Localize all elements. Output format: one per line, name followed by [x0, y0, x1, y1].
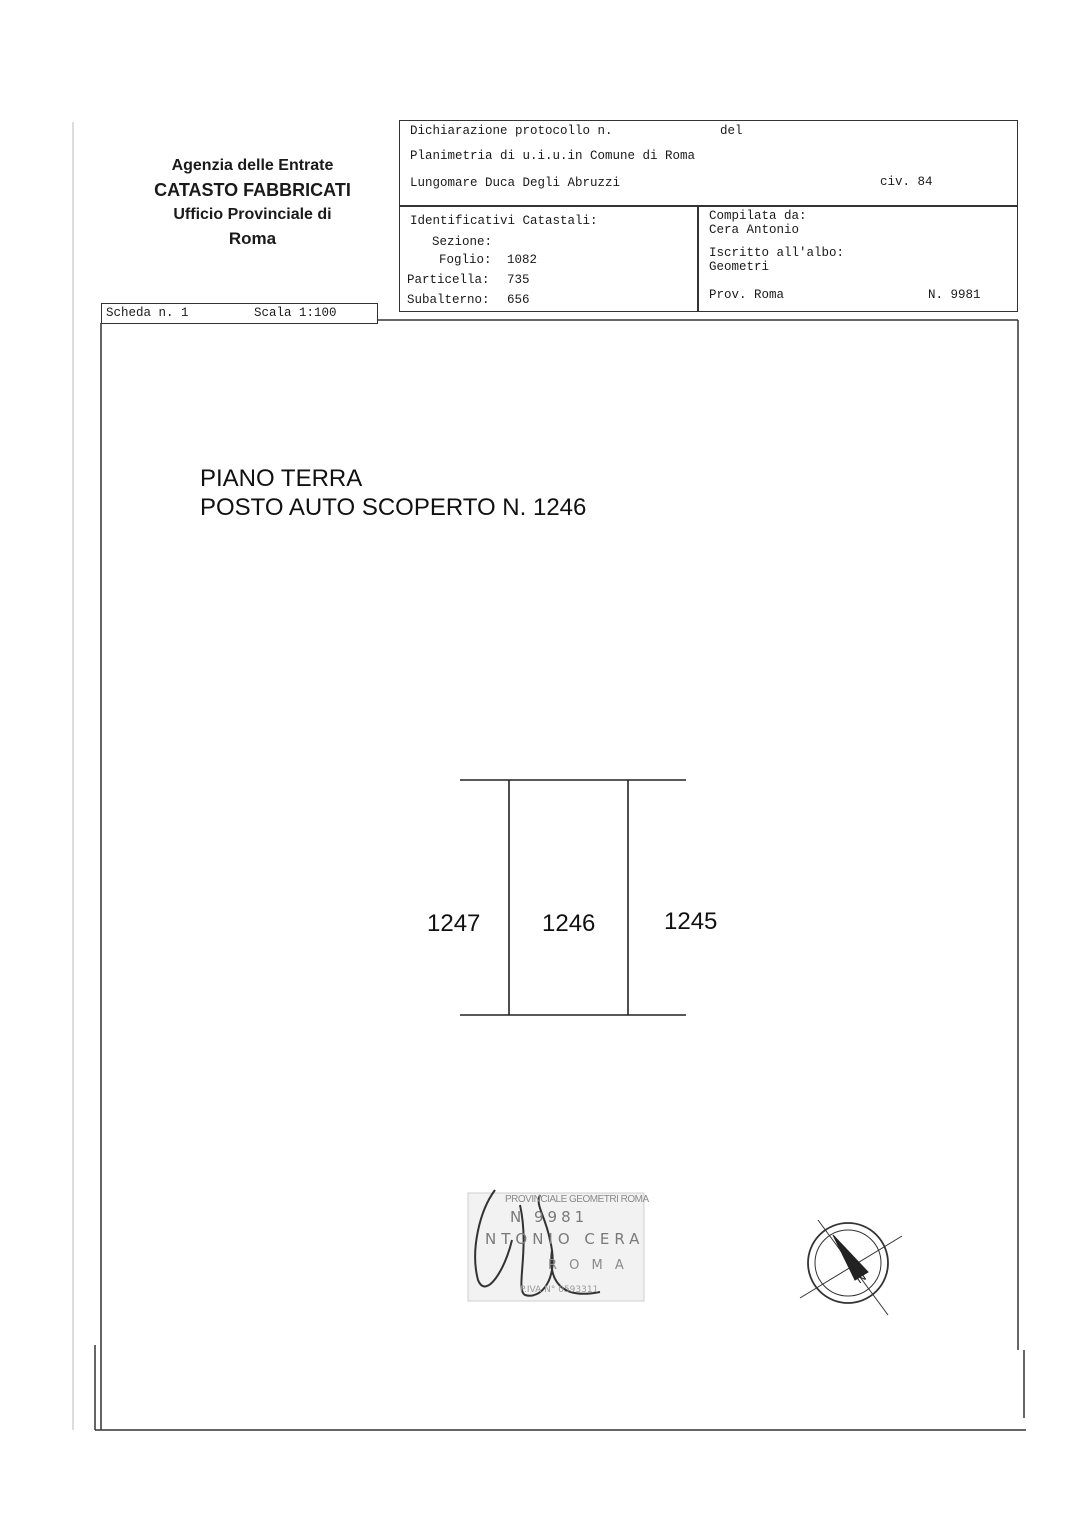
space-label-right: 1245 [664, 908, 718, 935]
planimetria-text: Planimetria di u.i.u.in Comune di Roma [410, 149, 696, 163]
albo-label: Iscritto all'albo: [709, 246, 845, 260]
prov-text: Prov. Roma [709, 288, 785, 302]
stamp-line-2: N 9981 [510, 1208, 589, 1226]
stamp-line-5: P.IVA N° 0593311 [520, 1285, 599, 1295]
scheda-label: Scheda n. 1 [106, 306, 189, 320]
particella-label: Particella: [407, 273, 490, 287]
catasto-title: CATASTO FABBRICATI [154, 180, 351, 200]
compilata-name: Cera Antonio [709, 223, 800, 237]
ufficio-city: Roma [228, 229, 277, 248]
albo-value: Geometri [709, 260, 770, 274]
subalterno-value: 656 [507, 293, 530, 307]
plan-title-space: POSTO AUTO SCOPERTO N. 1246 [200, 494, 587, 521]
dichiarazione-label: Dichiarazione protocollo n. [410, 124, 613, 138]
identificativi-title: Identificativi Catastali: [410, 214, 598, 228]
parking-plan [460, 780, 686, 1015]
compass-rose-icon [800, 1220, 902, 1315]
space-label-left: 1247 [427, 910, 481, 937]
foglio-value: 1082 [507, 253, 538, 267]
subalterno-label: Subalterno: [407, 293, 490, 307]
stamp-line-1: PROVINCIALE GEOMETRI ROMA [505, 1194, 649, 1205]
stamp-line-4: R O M A [548, 1258, 628, 1273]
plan-title-floor: PIANO TERRA [200, 465, 363, 492]
ufficio-label: Ufficio Provinciale di [173, 206, 332, 223]
sezione-label: Sezione: [432, 235, 493, 249]
agency-name: Agenzia delle Entrate [171, 157, 334, 174]
foglio-label: Foglio: [439, 253, 492, 267]
particella-value: 735 [507, 273, 530, 287]
space-label-center: 1246 [542, 910, 596, 937]
civico-text: civ. 84 [880, 175, 933, 189]
address-text: Lungomare Duca Degli Abruzzi [410, 176, 621, 190]
numero-text: N. 9981 [928, 288, 981, 302]
compilata-label: Compilata da: [709, 209, 807, 223]
scala-label: Scala 1:100 [254, 306, 337, 320]
stamp-line-3: NTONIO CERA [485, 1230, 645, 1248]
compass-north-label: N [852, 1268, 869, 1287]
del-label: del [720, 124, 743, 138]
